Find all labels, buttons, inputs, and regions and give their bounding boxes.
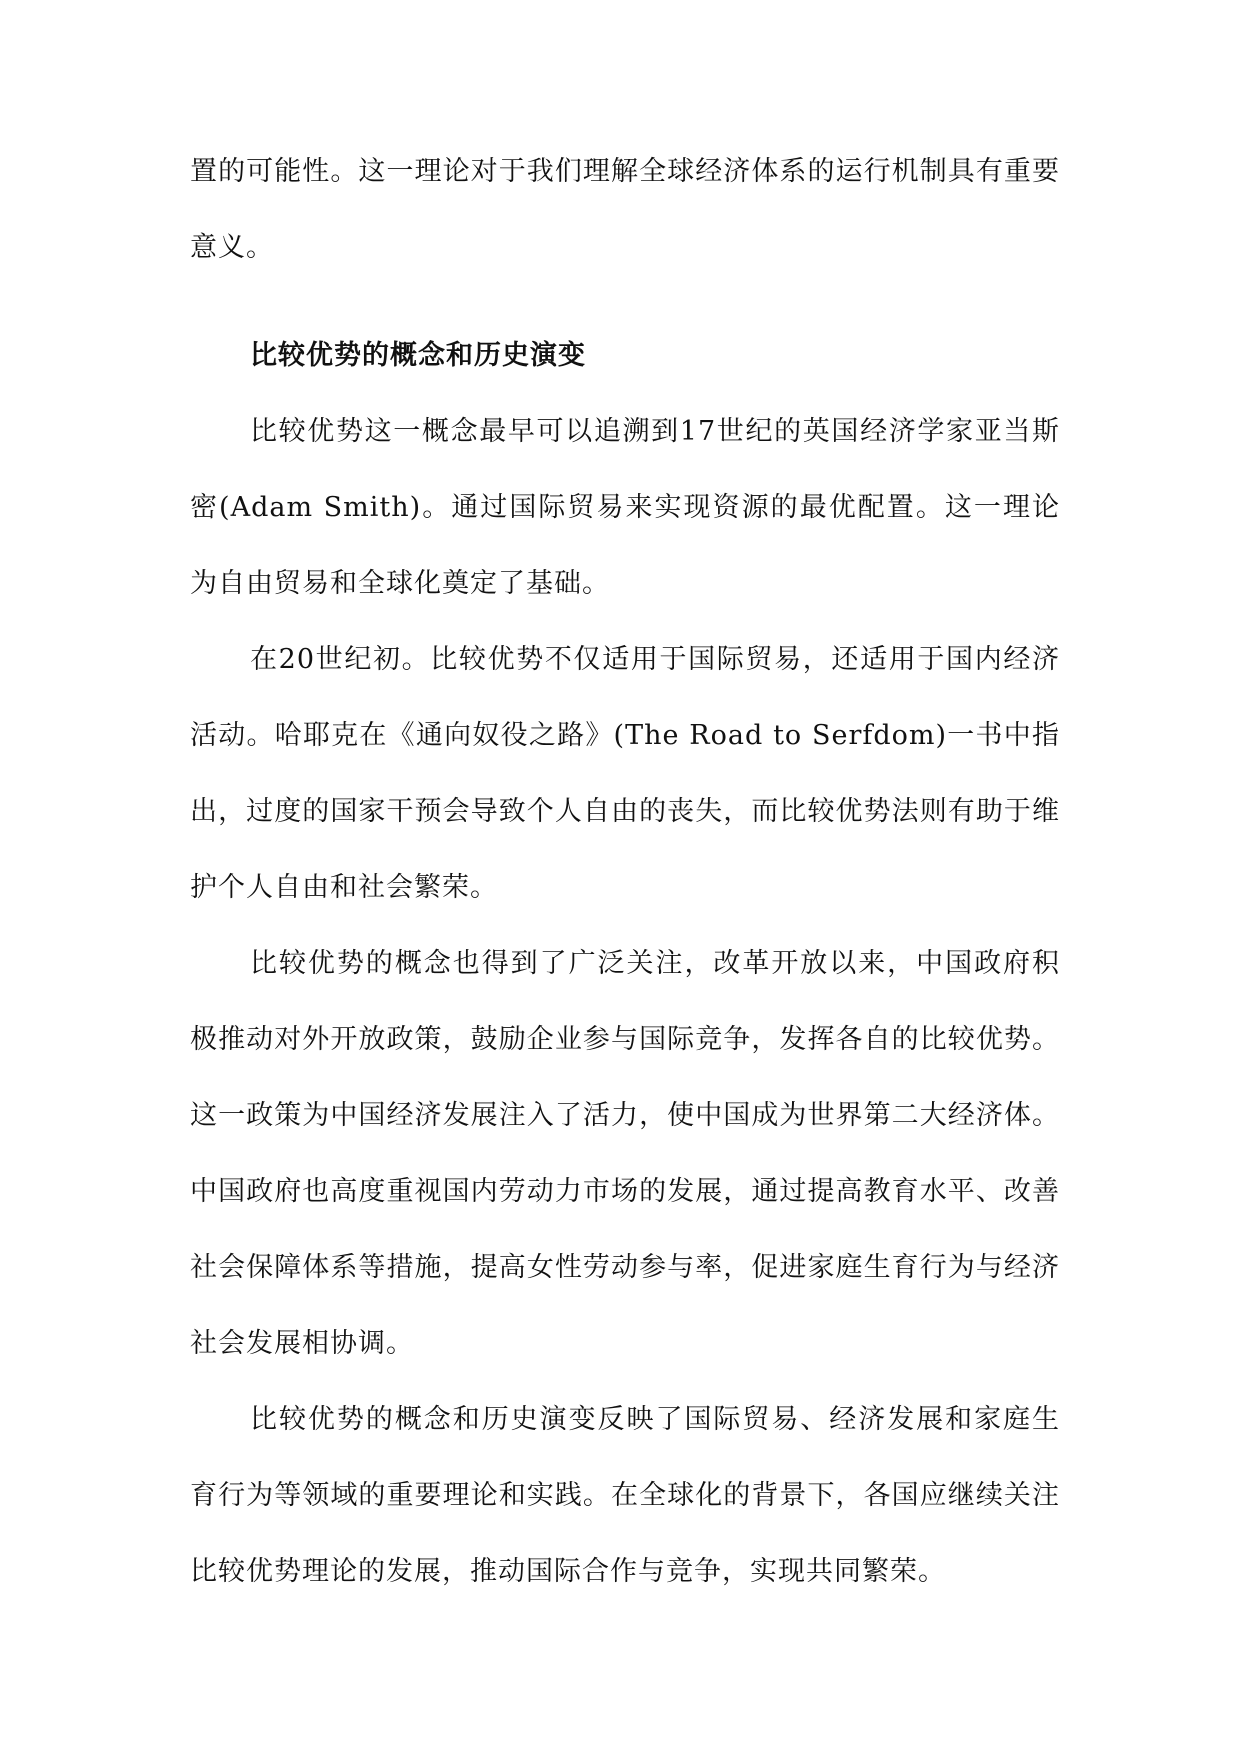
section-heading: 比较优势的概念和历史演变: [250, 340, 586, 371]
body-paragraph: 比较优势的概念也得到了广泛关注，改革开放以来，中国政府积极推动对外开放政策，鼓励企业参与国际竞争，发挥各自的比较优势。这一政策为中国经济发展注入了活力，使中国成为世界第二大经济体。中国政府也高度重视国内劳动力市场的发展，通过提高教育水平、改善社会保障体系等措施，提高女性劳动参与率，促进家庭生育行为与经济社会发展相协调。: [190, 948, 1060, 1359]
section-body: [190, 394, 1060, 1610]
body-paragraph: 比较优势这一概念最早可以追溯到17世纪的英国经济学家亚当斯密(Adam Smith)。通过国际贸易来实现资源的最优配置。这一理论为自由贸易和全球化奠定了基础。: [190, 416, 1060, 599]
intro-paragraph: 置的可能性。这一理论对于我们理解全球经济体系的运行机制具有重要意义。: [190, 156, 1060, 263]
body-paragraph: 在20世纪初。比较优势不仅适用于国际贸易，还适用于国内经济活动。哈耶克在《通向奴役之路》(The Road to Serfdom)一书中指出，过度的国家干预会导致个人自由的丧失，而比较优势法则有助于维护个人自由和社会繁荣。: [190, 644, 1060, 903]
body-paragraph: 比较优势的概念和历史演变反映了国际贸易、经济发展和家庭生育行为等领域的重要理论和实践。在全球化的背景下，各国应继续关注比较优势理论的发展，推动国际合作与竞争，实现共同繁荣。: [190, 1404, 1060, 1587]
